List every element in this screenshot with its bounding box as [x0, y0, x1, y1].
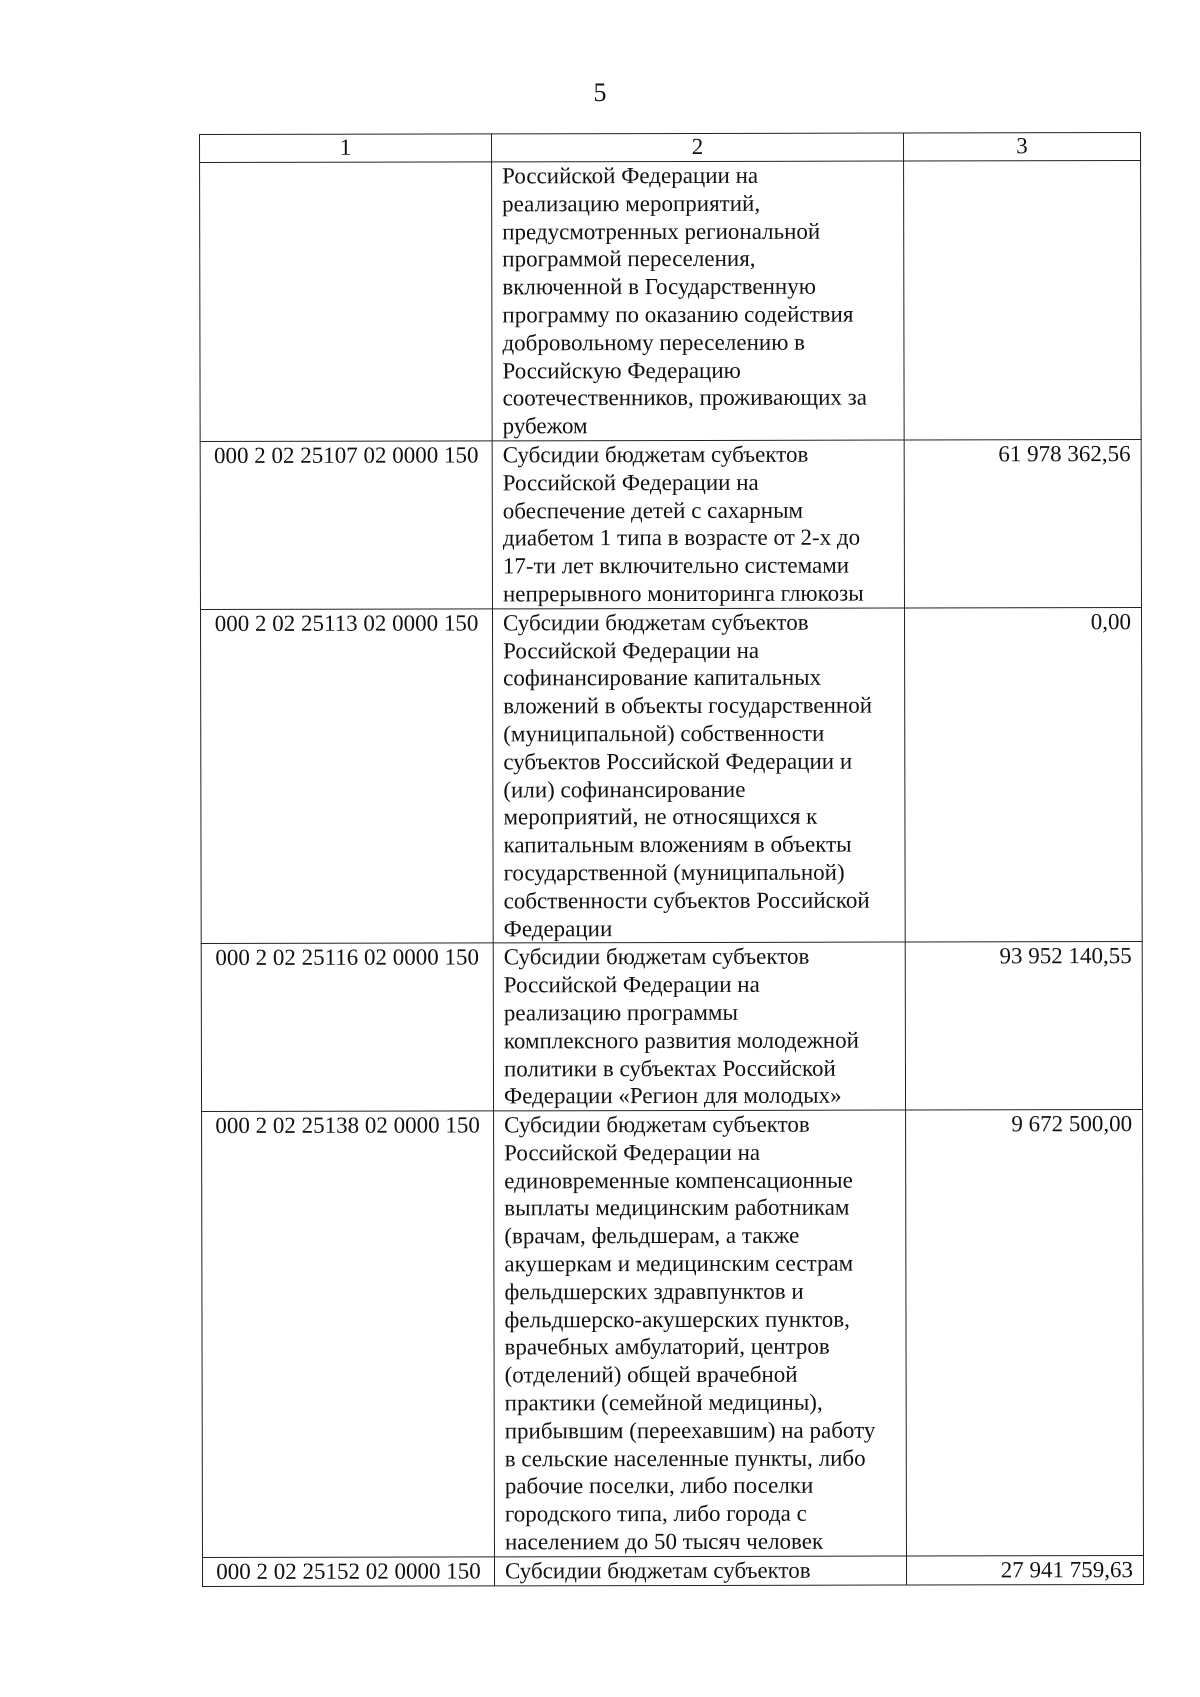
description-line: (отделений) общей врачебной: [504, 1362, 798, 1388]
row-description: [494, 1556, 906, 1586]
row-code: 000 2 02 25116 02 0000 150: [201, 943, 493, 1111]
row-description: [492, 608, 905, 943]
description-line: выплаты медицинским работникам: [504, 1195, 850, 1221]
description-line: единовременные компенсационные: [504, 1167, 853, 1194]
description-line: вложений в объекты государственной: [503, 692, 873, 719]
description-line: прибывшим (переехавшим) на работу: [504, 1417, 876, 1444]
description-line: Субсидии бюджетам субъектов: [502, 441, 809, 468]
description-line: населением до 50 тысяч человек: [504, 1528, 824, 1555]
row-amount: 27 941 759,63: [906, 1555, 1143, 1584]
description-line: программу по оказанию содействия: [502, 301, 854, 328]
description-line: Федерации «Регион для молодых»: [503, 1082, 842, 1109]
description-line: соотечественников, проживающих за: [502, 384, 867, 411]
description-line: (врачам, фельдшерам, а также: [504, 1223, 800, 1249]
description-line: (муниципальной) собственности: [503, 720, 825, 747]
row-code: 000 2 02 25152 02 0000 150: [202, 1557, 494, 1586]
description-line: Субсидии бюджетам субъектов: [504, 1557, 811, 1584]
description-line: Российской Федерации на: [502, 162, 759, 189]
header-col-1: 1: [200, 134, 492, 163]
description-line: диабетом 1 типа в возрасте от 2-х до: [502, 524, 861, 551]
table-row: [201, 942, 1142, 1112]
row-code: [200, 162, 493, 442]
table-row: [200, 439, 1141, 609]
description-line: предусмотренных региональной: [502, 218, 821, 244]
description-line: городского типа, либо города с: [504, 1500, 807, 1527]
description-line: Российской Федерации на: [502, 469, 759, 496]
row-description: [493, 942, 905, 1111]
table-body: [200, 133, 1144, 1587]
table-row: [202, 1555, 1143, 1586]
page-number: 5: [593, 78, 607, 107]
description-line: фельдшерских здравпунктов и: [504, 1278, 804, 1305]
description-line: врачебных амбулаторий, центров: [504, 1334, 830, 1360]
description-line: непрерывного мониторинга глюкозы: [502, 580, 864, 607]
row-code: 000 2 02 25113 02 0000 150: [200, 609, 493, 944]
description-line: программой переселения,: [502, 246, 756, 272]
description-line: Федерации: [503, 915, 613, 941]
description-line: комплексного развития молодежной: [503, 1027, 859, 1054]
row-code: 000 2 02 25138 02 0000 150: [202, 1111, 495, 1557]
description-line: 17-ти лет включительно системами: [502, 552, 850, 579]
description-line: мероприятий, не относящихся к: [503, 804, 818, 830]
description-line: Субсидии бюджетам субъектов: [504, 1111, 810, 1138]
description-line: рабочие поселки, либо поселки: [504, 1473, 814, 1499]
description-line: субъектов Российской Федерации и: [503, 748, 853, 775]
description-line: государственной (муниципальной): [503, 859, 845, 886]
table-header-row: [200, 133, 1141, 163]
description-line: обеспечение детей с сахарным: [502, 497, 804, 523]
table-row: [200, 161, 1142, 442]
row-amount: 93 952 140,55: [905, 942, 1142, 1110]
description-line: добровольному переселению в: [502, 329, 806, 356]
description-line: политики в субъектах Российской: [503, 1055, 836, 1081]
description-line: софинансирование капитальных: [503, 665, 822, 691]
description-line: Российской Федерации на: [503, 971, 760, 998]
row-description: [492, 161, 905, 441]
description-line: Субсидии бюджетам субъектов: [502, 609, 809, 636]
table-row: [200, 607, 1142, 944]
row-amount: 9 672 500,00: [906, 1110, 1144, 1556]
budget-table: [199, 132, 1144, 1587]
table-row: [202, 1110, 1144, 1558]
description-line: включенной в Государственную: [502, 273, 816, 300]
description-line: в сельские населенные пункты, либо: [504, 1445, 866, 1472]
description-line: капитальным вложениям в объекты: [503, 831, 852, 858]
description-line: рубежом: [502, 413, 588, 439]
description-line: Российской Федерации на: [503, 637, 760, 663]
header-col-2: 2: [492, 133, 904, 162]
description-line: Российскую Федерацию: [502, 357, 741, 383]
row-amount: 61 978 362,56: [904, 439, 1141, 607]
row-code: 000 2 02 25107 02 0000 150: [200, 441, 492, 609]
description-line: Субсидии бюджетам субъектов: [503, 944, 810, 970]
description-line: (или) софинансирование: [503, 776, 746, 802]
description-line: реализацию программы: [503, 999, 738, 1026]
description-line: фельдшерско-акушерских пунктов,: [504, 1306, 850, 1333]
row-description: [492, 440, 904, 609]
row-description: [494, 1110, 907, 1557]
row-amount: 0,00: [904, 607, 1142, 942]
header-col-3: 3: [903, 133, 1140, 161]
description-line: Российской Федерации на: [504, 1139, 761, 1166]
description-line: практики (семейной медицины),: [504, 1389, 823, 1416]
row-amount: [904, 161, 1142, 440]
description-line: реализацию мероприятий,: [502, 190, 761, 217]
description-line: собственности субъектов Российской: [503, 887, 870, 914]
description-line: акушеркам и медицинским сестрам: [504, 1250, 854, 1277]
